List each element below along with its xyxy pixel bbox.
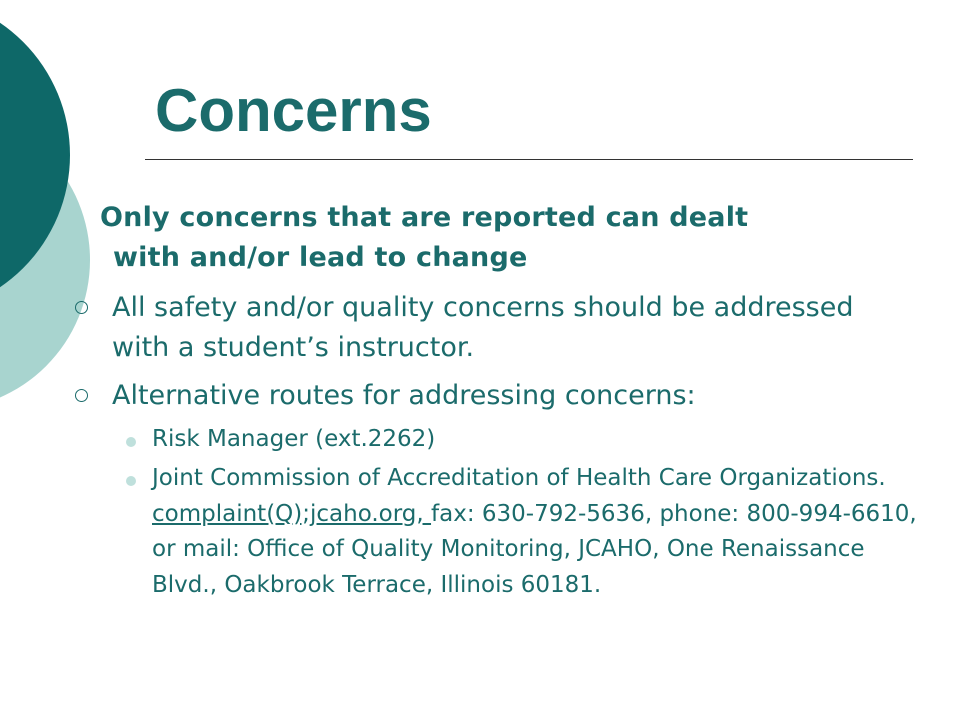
sub-bullet-text [152, 461, 932, 603]
dot-bullet-icon [126, 476, 136, 486]
bullet-text: All safety and/or quality concerns should be addressed with a student’s instructor. [112, 292, 854, 363]
hollow-circle-bullet-icon [75, 301, 88, 314]
slide-title: Concerns [155, 77, 432, 144]
sub-bullet-text: Risk Manager (ext.2262) [152, 426, 436, 452]
lead-statement [100, 198, 900, 278]
lead-line-1: Only concerns that are reported can dealt [100, 202, 749, 233]
complaint-email-link[interactable]: complaint(Q);jcaho.org, [152, 500, 432, 527]
sub-bullet-text-after: fax: 630-792-5636, phone: 800-994-6610, or mail: Office of Quality Monitoring, JCAHO, One Renaissance Blvd., Oakbrook Terrace, Illinois 60181. [152, 500, 917, 598]
bullet-text: Alternative routes for addressing concerns: [112, 380, 696, 411]
sub-bullet-text-before: Joint Commission of Accreditation of Health Care Organizations. [152, 465, 886, 491]
hollow-circle-bullet-icon [75, 389, 88, 402]
dot-bullet-icon [126, 437, 136, 447]
title-divider [145, 159, 913, 160]
lead-line-2: with and/or lead to change [113, 242, 528, 273]
